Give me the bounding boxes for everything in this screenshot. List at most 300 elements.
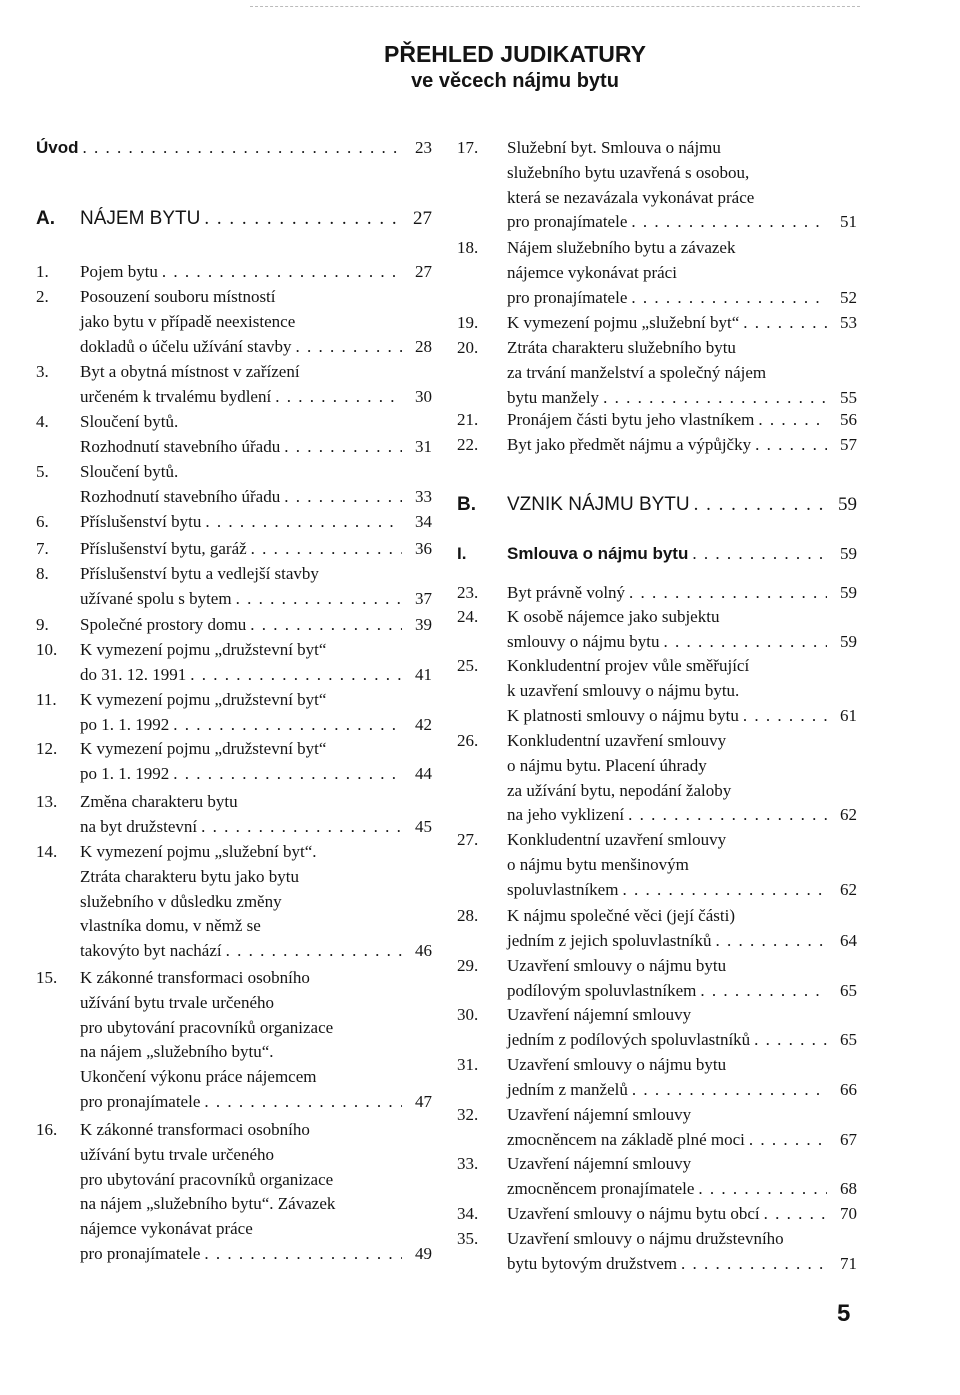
entry-number: 8. xyxy=(36,564,49,583)
entry-line: Změna charakteru bytu xyxy=(80,792,238,811)
dot-leader xyxy=(692,542,827,567)
entry-lines xyxy=(507,1152,857,1177)
entry-number: 34. xyxy=(457,1204,479,1223)
entry-number: 7. xyxy=(36,539,49,558)
toc-entry xyxy=(36,562,432,612)
entry-page-number: 39 xyxy=(415,615,432,634)
entry-text xyxy=(80,966,432,1115)
entry-last-line xyxy=(507,803,857,828)
entry-page-number: 70 xyxy=(840,1204,857,1223)
entry-text xyxy=(507,1003,857,1053)
entry-line: Uzavření smlouvy o nájmu družstevního xyxy=(507,1229,784,1248)
toc-entry xyxy=(457,1152,857,1202)
entry-line: Konkludentní projev vůle směřující xyxy=(507,656,750,675)
entry-title: Příslušenství bytu, garáž xyxy=(80,539,247,558)
entry-title: bytu bytovým družstvem xyxy=(507,1253,677,1273)
entry-line: služebního v důsledku změny xyxy=(80,891,282,911)
entry-last-line xyxy=(80,335,432,360)
entry-number: 17. xyxy=(457,138,479,157)
entry-title: jedním z podílových spoluvlastníků xyxy=(507,1029,751,1049)
entry-page-number: 56 xyxy=(840,410,857,429)
toc-entry xyxy=(36,613,432,638)
entry-page-number: 33 xyxy=(415,486,432,506)
entry-text xyxy=(507,433,857,458)
entry-line: K zákonné transformaci osobního xyxy=(80,1120,310,1139)
entry-last-line xyxy=(507,1028,857,1053)
entry-text xyxy=(507,581,857,606)
entry-title: Pronájem části bytu jeho vlastníkem xyxy=(507,410,755,429)
entry-last-line xyxy=(80,260,432,285)
dot-leader xyxy=(173,713,402,738)
toc-entry xyxy=(36,790,432,840)
entry-last-line xyxy=(507,1202,857,1227)
entry-text xyxy=(80,537,432,562)
entry-text xyxy=(80,207,432,232)
entry-lines xyxy=(80,460,432,485)
dot-leader xyxy=(743,311,827,336)
dot-leader xyxy=(622,878,827,903)
entry-line: užívání bytu trvale určeného xyxy=(80,992,275,1012)
toc-entry xyxy=(36,260,432,285)
dot-leader xyxy=(632,1078,827,1103)
entry-page-number: 27 xyxy=(413,208,432,229)
entry-text xyxy=(80,285,432,359)
entry-title: pro pronajímatele xyxy=(507,287,628,307)
entry-line: která se nezavázala vykonávat práce xyxy=(507,187,755,207)
entry-line: k uzavření smlouvy o nájmu bytu. xyxy=(507,680,740,700)
entry-page-number: 57 xyxy=(840,435,857,454)
entry-number: I. xyxy=(457,544,467,563)
entry-line: pro ubytování pracovníků organizace xyxy=(80,1017,334,1037)
entry-text xyxy=(507,336,857,410)
entry-title: zmocněncem pronajímatele xyxy=(507,1178,695,1198)
toc-entry xyxy=(457,336,857,410)
entry-lines xyxy=(80,285,432,335)
entry-lines xyxy=(80,562,432,587)
toc-entry xyxy=(457,493,857,518)
entry-title: Smlouva o nájmu bytu xyxy=(507,544,689,563)
entry-page-number: 59 xyxy=(840,544,857,563)
entry-number: 26. xyxy=(457,731,479,750)
dot-leader xyxy=(83,136,403,161)
entry-title: Společné prostory domu xyxy=(80,615,247,634)
entry-number: 31. xyxy=(457,1055,479,1074)
page-number: 5 xyxy=(837,1300,851,1327)
entry-line: Uzavření nájemní smlouvy xyxy=(507,1005,692,1024)
entry-page-number: 27 xyxy=(415,262,432,281)
entry-text xyxy=(80,510,432,535)
toc-entry xyxy=(36,638,432,688)
entry-number: 19. xyxy=(457,313,479,332)
entry-line: K osobě nájemce jako subjektu xyxy=(507,607,720,626)
entry-line: Služební byt. Smlouva o nájmu xyxy=(507,138,721,157)
entry-page-number: 59 xyxy=(840,583,857,602)
toc-entry xyxy=(457,408,857,433)
entry-number: 15. xyxy=(36,968,58,987)
dot-leader xyxy=(162,260,402,285)
entry-page-number: 42 xyxy=(415,714,432,734)
entry-last-line xyxy=(507,210,857,235)
entry-page-number: 41 xyxy=(415,664,432,684)
dot-leader xyxy=(749,1128,827,1153)
entry-text xyxy=(507,1053,857,1103)
entry-last-line xyxy=(80,485,432,510)
toc-entry xyxy=(36,737,432,787)
entry-line: o nájmu bytu menšinovým xyxy=(507,854,689,874)
entry-line: na nájem „služebního bytu“. xyxy=(80,1042,274,1062)
entry-lines xyxy=(80,737,432,762)
toc-entry xyxy=(36,136,432,161)
entry-line: vlastníka domu, v němž se xyxy=(80,916,261,936)
entry-text xyxy=(507,1227,857,1277)
entry-last-line xyxy=(80,713,432,738)
page-title: PŘEHLED JUDIKATURY xyxy=(384,41,646,67)
entry-number: A. xyxy=(36,208,55,229)
entry-number: Úvod xyxy=(36,138,79,157)
entry-last-line xyxy=(80,815,432,840)
entry-page-number: 52 xyxy=(840,287,857,307)
dot-leader xyxy=(681,1252,827,1277)
entry-lines xyxy=(80,410,432,435)
entry-text xyxy=(507,654,857,728)
entry-last-line xyxy=(80,385,432,410)
dot-leader xyxy=(715,929,827,954)
entry-page-number: 68 xyxy=(840,1178,857,1198)
entry-last-line xyxy=(80,587,432,612)
entry-page-number: 30 xyxy=(415,386,432,406)
dot-leader xyxy=(190,663,402,688)
dot-leader xyxy=(204,1090,402,1115)
toc-entry xyxy=(457,654,857,728)
entry-last-line xyxy=(80,207,432,232)
entry-last-line xyxy=(507,878,857,903)
entry-page-number: 71 xyxy=(840,1253,857,1273)
entry-number: 4. xyxy=(36,412,49,431)
dot-leader xyxy=(173,762,402,787)
entry-page-number: 37 xyxy=(415,588,432,608)
entry-title: na jeho vyklizení xyxy=(507,805,625,825)
entry-number: 1. xyxy=(36,262,49,281)
entry-lines xyxy=(507,236,857,286)
toc-entry xyxy=(457,433,857,458)
entry-text xyxy=(507,1152,857,1202)
entry-last-line xyxy=(80,1090,432,1115)
entry-number: 13. xyxy=(36,792,58,811)
entry-title: jedním z jejich spoluvlastníků xyxy=(507,930,712,950)
toc-entry xyxy=(457,828,857,902)
entry-text xyxy=(507,236,857,310)
entry-lines xyxy=(507,1003,857,1028)
toc-entry xyxy=(36,688,432,738)
entry-text xyxy=(79,136,433,161)
entry-page-number: 45 xyxy=(415,816,432,836)
entry-last-line xyxy=(80,537,432,562)
toc-entry xyxy=(36,510,432,535)
entry-page-number: 65 xyxy=(840,1029,857,1049)
entry-page-number: 47 xyxy=(415,1091,432,1111)
entry-title: podílovým spoluvlastníkem xyxy=(507,980,697,1000)
toc-entry xyxy=(457,236,857,310)
entry-lines xyxy=(507,336,857,386)
entry-text xyxy=(80,737,432,787)
entry-number: 20. xyxy=(457,338,479,357)
toc-entry xyxy=(36,207,432,232)
dot-leader xyxy=(296,335,402,360)
entry-number: 35. xyxy=(457,1229,479,1248)
entry-last-line xyxy=(507,286,857,311)
entry-last-line xyxy=(507,581,857,606)
dot-leader xyxy=(700,979,827,1004)
entry-last-line xyxy=(507,1252,857,1277)
entry-line: nájemce vykonávat práce xyxy=(80,1219,253,1239)
entry-page-number: 66 xyxy=(840,1079,857,1099)
entry-text xyxy=(80,638,432,688)
entry-number: 29. xyxy=(457,956,479,975)
entry-title: Byt právně volný xyxy=(507,583,626,602)
entry-line: Konkludentní uzavření smlouvy xyxy=(507,731,727,750)
entry-text xyxy=(507,542,857,567)
entry-title: takovýto byt nachází xyxy=(80,941,222,961)
entry-last-line xyxy=(507,386,857,411)
entry-title: určeném k trvalému bydlení xyxy=(80,386,272,406)
entry-title: pro pronajímatele xyxy=(507,212,628,232)
entry-line: K vymezení pojmu „družstevní byt“ xyxy=(80,640,327,659)
entry-title: NÁJEM BYTU xyxy=(80,208,201,229)
entry-line: Nájem služebního bytu a závazek xyxy=(507,238,736,257)
toc-entry xyxy=(457,542,857,567)
toc-entry xyxy=(457,904,857,954)
entry-page-number: 23 xyxy=(415,138,432,157)
entry-lines xyxy=(507,605,857,630)
entry-last-line xyxy=(507,704,857,729)
entry-text xyxy=(80,260,432,285)
entry-number: 9. xyxy=(36,615,49,634)
entry-line: Uzavření nájemní smlouvy xyxy=(507,1105,692,1124)
entry-page-number: 67 xyxy=(840,1129,857,1149)
entry-last-line xyxy=(507,408,857,433)
entry-text xyxy=(507,904,857,954)
entry-text xyxy=(80,410,432,460)
entry-text xyxy=(80,688,432,738)
entry-last-line xyxy=(507,493,857,518)
entry-title: pro pronajímatele xyxy=(80,1091,201,1111)
entry-page-number: 62 xyxy=(840,879,857,899)
entry-number: 22. xyxy=(457,435,479,454)
dot-leader xyxy=(694,493,827,518)
entry-page-number: 59 xyxy=(840,631,857,651)
entry-line: nájemce vykonávat práci xyxy=(507,262,677,282)
entry-lines xyxy=(507,1103,857,1128)
entry-lines xyxy=(507,136,857,210)
entry-title: po 1. 1. 1992 xyxy=(80,714,170,734)
entry-page-number: 36 xyxy=(415,539,432,558)
entry-line: Ztráta charakteru služebního bytu xyxy=(507,338,736,357)
entry-text xyxy=(507,493,857,518)
entry-title: po 1. 1. 1992 xyxy=(80,763,170,783)
entry-title: na byt družstevní xyxy=(80,816,198,836)
dot-leader xyxy=(629,581,827,606)
entry-lines xyxy=(80,688,432,713)
entry-lines xyxy=(507,828,857,878)
entry-text xyxy=(80,360,432,410)
entry-title: bytu manžely xyxy=(507,387,600,407)
entry-last-line xyxy=(80,663,432,688)
toc-entry xyxy=(457,1202,857,1227)
entry-last-line xyxy=(80,613,432,638)
entry-text xyxy=(507,954,857,1004)
entry-line: Sloučení bytů. xyxy=(80,412,179,431)
entry-line: pro ubytování pracovníků organizace xyxy=(80,1169,334,1189)
entry-number: 12. xyxy=(36,739,58,758)
toc-entry xyxy=(457,954,857,1004)
entry-line: K vymezení pojmu „služební byt“. xyxy=(80,842,317,861)
entry-number: 16. xyxy=(36,1120,58,1139)
entry-line: Uzavření smlouvy o nájmu bytu xyxy=(507,1055,727,1074)
entry-title: užívané spolu s bytem xyxy=(80,588,232,608)
entry-page-number: 34 xyxy=(415,512,432,531)
dot-leader xyxy=(754,1028,827,1053)
entry-line: Uzavření nájemní smlouvy xyxy=(507,1154,692,1173)
toc-entry xyxy=(36,285,432,359)
entry-line: za užívání bytu, nepodání žaloby xyxy=(507,780,732,800)
dot-leader xyxy=(204,1242,402,1267)
entry-title: Pojem bytu xyxy=(80,262,158,281)
toc-entry xyxy=(36,1118,432,1267)
entry-line: K nájmu společné věci (její části) xyxy=(507,906,735,925)
entry-title: jedním z manželů xyxy=(507,1079,628,1099)
entry-title: VZNIK NÁJMU BYTU xyxy=(507,494,690,515)
page-subtitle: ve věcech nájmu bytu xyxy=(411,70,619,92)
dot-leader xyxy=(603,386,827,411)
entry-title: Příslušenství bytu xyxy=(80,512,202,531)
entry-page-number: 31 xyxy=(415,436,432,456)
entry-line: Byt a obytná místnost v zařízení xyxy=(80,362,300,381)
entry-line: o nájmu bytu. Placení úhrady xyxy=(507,755,707,775)
entry-page-number: 61 xyxy=(840,705,857,725)
entry-text xyxy=(80,613,432,638)
entry-number: 21. xyxy=(457,410,479,429)
entry-title: K vymezení pojmu „služební byt“ xyxy=(507,313,740,332)
entry-last-line xyxy=(79,136,433,161)
entry-number: 3. xyxy=(36,362,49,381)
entry-number: 6. xyxy=(36,512,49,531)
entry-text xyxy=(507,136,857,235)
entry-page-number: 55 xyxy=(840,387,857,407)
toc-entry xyxy=(457,136,857,235)
dot-leader xyxy=(758,408,827,433)
dot-leader xyxy=(664,630,827,655)
dot-leader xyxy=(275,385,402,410)
entry-number: 32. xyxy=(457,1105,479,1124)
entry-lines xyxy=(80,360,432,385)
dot-leader xyxy=(284,485,402,510)
entry-lines xyxy=(507,1227,857,1252)
entry-title: Uzavření smlouvy o nájmu bytu obcí xyxy=(507,1204,760,1223)
entry-line: za trvání manželství a společný nájem xyxy=(507,362,767,382)
entry-title: Rozhodnutí stavebního úřadu xyxy=(80,436,281,456)
dot-leader xyxy=(698,1177,827,1202)
entry-number: 27. xyxy=(457,830,479,849)
entry-title: K platnosti smlouvy o nájmu bytu xyxy=(507,705,739,725)
entry-line: na nájem „služebního bytu“. Závazek xyxy=(80,1194,336,1214)
dot-leader xyxy=(755,433,827,458)
dot-leader xyxy=(628,803,827,828)
entry-lines xyxy=(507,904,857,929)
entry-last-line xyxy=(80,1242,432,1267)
entry-title: do 31. 12. 1991 xyxy=(80,664,187,684)
entry-title: pro pronajímatele xyxy=(80,1243,201,1263)
entry-number: 14. xyxy=(36,842,58,861)
dot-leader xyxy=(205,510,402,535)
toc-entry xyxy=(36,410,432,460)
entry-lines xyxy=(507,654,857,704)
entry-last-line xyxy=(507,1078,857,1103)
entry-page-number: 65 xyxy=(840,980,857,1000)
entry-text xyxy=(80,1118,432,1267)
entry-page-number: 28 xyxy=(415,336,432,356)
entry-text xyxy=(507,729,857,828)
entry-line: jako bytu v případě neexistence xyxy=(80,311,296,331)
entry-line: služebního bytu uzavřená s osobou, xyxy=(507,162,750,182)
entry-line: Konkludentní uzavření smlouvy xyxy=(507,830,727,849)
dot-leader xyxy=(631,286,827,311)
entry-number: 25. xyxy=(457,656,479,675)
entry-title: spoluvlastníkem xyxy=(507,879,619,899)
entry-number: 33. xyxy=(457,1154,479,1173)
entry-title: zmocněncem na základě plné moci xyxy=(507,1129,745,1149)
entry-number: 24. xyxy=(457,607,479,626)
entry-last-line xyxy=(80,435,432,460)
entry-line: Příslušenství bytu a vedlejší stavby xyxy=(80,564,319,583)
toc-entry xyxy=(457,1003,857,1053)
entry-text xyxy=(80,562,432,612)
entry-text xyxy=(507,605,857,655)
entry-line: Uzavření smlouvy o nájmu bytu xyxy=(507,956,727,975)
entry-text xyxy=(507,311,857,336)
toc-entry xyxy=(457,581,857,606)
dot-leader xyxy=(251,537,402,562)
entry-lines xyxy=(507,729,857,803)
entry-lines xyxy=(80,790,432,815)
entry-text xyxy=(507,408,857,433)
toc-entry xyxy=(457,1227,857,1277)
entry-line: Ukončení výkonu práce nájemcem xyxy=(80,1067,317,1087)
dot-leader xyxy=(250,613,402,638)
entry-line: K vymezení pojmu „družstevní byt“ xyxy=(80,739,327,758)
toc-entry xyxy=(457,605,857,655)
toc-entry xyxy=(457,311,857,336)
entry-page-number: 64 xyxy=(840,930,857,950)
entry-number: 23. xyxy=(457,583,479,602)
entry-lines xyxy=(507,954,857,979)
entry-page-number: 46 xyxy=(415,941,432,961)
entry-last-line xyxy=(80,762,432,787)
dot-leader xyxy=(236,587,402,612)
toc-entry xyxy=(457,729,857,828)
entry-last-line xyxy=(507,979,857,1004)
entry-title: Byt jako předmět nájmu a výpůjčky xyxy=(507,435,752,454)
dot-leader xyxy=(764,1202,827,1227)
entry-number: 5. xyxy=(36,462,49,481)
entry-last-line xyxy=(507,929,857,954)
entry-last-line xyxy=(507,542,857,567)
entry-number: 11. xyxy=(36,690,57,709)
entry-page-number: 59 xyxy=(838,494,857,515)
entry-page-number: 62 xyxy=(840,805,857,825)
entry-text xyxy=(80,790,432,840)
page-header xyxy=(0,40,960,94)
entry-text xyxy=(507,828,857,902)
